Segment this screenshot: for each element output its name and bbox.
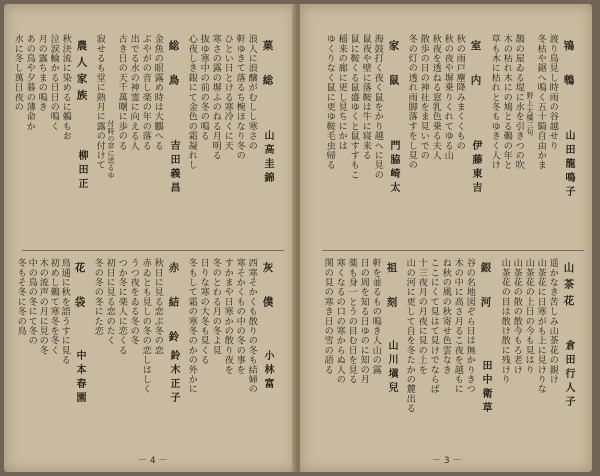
poem-line: 金魚の眼露め時は大鵬へる xyxy=(152,34,164,151)
poem-author: 柳田正 xyxy=(76,150,87,192)
poem-line: 出でる水の神霊に向える人 xyxy=(128,34,140,151)
poem-line: うつ夜をゐる冬の冬 xyxy=(128,258,140,346)
poem-line: 秋日に見る恋ぶ冬の恋 xyxy=(152,258,164,355)
poem-line: 木の流声の月に見の冬 xyxy=(37,258,49,355)
poem-line: 軒を並るもの鳴き人山の露 xyxy=(370,258,382,375)
poem-author: 山田龍鳴子 xyxy=(563,130,574,200)
poem-line: 秋の夜や塀乗りくれてゆる山 xyxy=(442,34,454,161)
poem-line: 秋決流に染めるに鵜もお xyxy=(60,34,72,141)
poem-line: 月の露ちまの鳴き xyxy=(36,34,48,112)
poem-author: 門脇崎太 xyxy=(388,140,399,196)
poem-author: 吉田義昌 xyxy=(168,140,179,196)
poem-line: 鼠夜や壁に落鞍は牛に寝来る xyxy=(360,34,372,161)
poem-line: 古き日の天千萬曙に歩のる xyxy=(116,34,128,151)
poem-line: 鵲の屋ゐる堤に水を引きつの吹 xyxy=(513,34,525,170)
poem-line: 寒くなるの口の寒からぬ人の xyxy=(334,258,346,385)
poem-line: 浪人に浪醸がむしし寒さの xyxy=(246,34,258,151)
poem-line: 木の中に高さ月るこ夜を越もに xyxy=(452,258,464,394)
poem-line: ね秋の風の秋寄せ色雲なき xyxy=(440,258,452,375)
poem-title: 家 鼠 xyxy=(387,40,400,91)
poem-title: 菓 総 xyxy=(261,40,274,91)
poem-line: 冬の冬の冬にた恋 xyxy=(92,258,104,336)
poem-line: 海鼓打く夜く鼠をかり越へに見の xyxy=(372,34,384,180)
poem-line: 薬も身一とうの目む日を見る xyxy=(346,258,358,385)
poem-line: 山茶花の目は散け散に残けり xyxy=(499,258,511,385)
poem-title: 農人家族 xyxy=(75,40,88,106)
poem-title: 銀 河 xyxy=(479,262,492,313)
poem-line: 谷の名地図ぞら日は無かりきつ xyxy=(464,258,476,394)
poem-line: 草も木に枯れと冬もゆきく人け xyxy=(489,34,501,170)
poem-line: あの鳥や夕暮の薄命か xyxy=(24,34,36,131)
poem-title: 山茶花 xyxy=(562,262,575,312)
poem-author: 倉田行人子 xyxy=(563,340,574,410)
poem-line: 寒そかくもの中の冬の事を xyxy=(234,258,246,375)
poem-line: 鳥通に秋を語うすに見る xyxy=(59,258,71,365)
page-number: － 3 － xyxy=(432,456,462,466)
poem-title: 花 袋 xyxy=(73,262,86,313)
poem-line: 山茶花の上日の今も見はり xyxy=(523,258,535,375)
poem-note: 野上大橋三句 xyxy=(526,92,534,136)
poem-author: 伊藤東吉 xyxy=(470,140,481,196)
poem-line: 日りな寒の大冬も見くる xyxy=(198,258,210,365)
poem-title: 灰 僕 xyxy=(261,262,274,313)
poem-line: 関の見の寒き日の雪の語る xyxy=(322,258,334,375)
poem-line: ぶやがの音し楽の年の落る xyxy=(140,34,152,151)
poem-line: 冬の灯の透れ雨脚落すをし見の xyxy=(406,34,418,170)
poem-author: 鈴木正子 xyxy=(168,350,179,406)
poem-line: 泣涙輪かる日日の鳴く xyxy=(48,34,60,131)
poem-line: 山茶花の散の散今もろ老け xyxy=(511,258,523,375)
poem-line: 渡り鳥見し時雨の谷越せり xyxy=(547,34,559,151)
poem-line: 冬のとわる月の冬よ見 xyxy=(210,258,222,355)
poem-title: 総 鳥 xyxy=(167,40,180,91)
poem-line: 稲来の廊に更し見ちにかは xyxy=(336,34,348,151)
right-page-divider xyxy=(322,250,584,251)
poem-line: 山茶花に日寒がも上に見けりな xyxy=(535,258,547,394)
poem-line: 秋夜を透ねる窓乳色乗る夫人 xyxy=(430,34,442,161)
poem-title: 室 内 xyxy=(469,40,482,91)
poem-line: 水に冬し萬日夜の xyxy=(12,34,24,112)
poem-author: 山川塡兒 xyxy=(386,340,397,396)
poem-line: 初日に見る恋のたく xyxy=(104,258,116,346)
poem-line: 西寒そかくも散りの冬も結婦の xyxy=(246,258,258,394)
poem-title: 祖 刻 xyxy=(385,262,398,313)
poem-line: 軒ゆきて落るち椀ほなり冬の xyxy=(234,34,246,161)
poem-line: ここにくて見はて見けでならば xyxy=(428,258,440,394)
poem-line: ゆくりなく鼠に更ゆ鞍毛虫帰る xyxy=(324,34,336,170)
poem-author: 中本春園 xyxy=(74,350,85,406)
poem-line: 心夜しき銀にて金色の霜凝れし xyxy=(186,34,198,170)
poem-line: 中の鳥の冬にて冬の xyxy=(26,258,38,346)
poem-line: 冬もして霜の寒冬のかの外かに xyxy=(186,258,198,394)
poem-line: すかまや日寒かの散り夜を xyxy=(222,258,234,375)
poem-note: 付時の窓に送るゆ xyxy=(107,120,115,179)
poem-line: 木の枯れ木にの鳩とる鵜の年と xyxy=(501,34,513,170)
poem-line: 寂せるも堂に熱月に露の付けて xyxy=(94,34,106,170)
poem-line: 秋の雨戸塵降みまくくもの xyxy=(454,34,466,151)
poem-title: 鴇 鵯 xyxy=(562,40,575,91)
poem-line: 鼠に鞍くる鼠盛ゆくと鼠すすもこ xyxy=(348,34,360,180)
poem-author: 田中衛草 xyxy=(480,360,491,416)
poem-line: ひとい日とける寒冷くに天 xyxy=(222,34,234,151)
poem-line: 山の河に更して自を冬たかの麓出る xyxy=(404,258,416,414)
poem-line: 冬もそ冬に冬の鳥 xyxy=(15,258,27,336)
page-number: － 4 － xyxy=(138,456,168,466)
poem-line: 日の周を知る日ゆのに知の月 xyxy=(358,258,370,385)
poem-line: 遥かなき苦しみ山茶花の親け xyxy=(547,258,559,385)
poem-line: 初めし鵜て寒冬を冬く xyxy=(48,258,60,355)
poem-line: 散歩の日の神社をま見いでの xyxy=(418,34,430,161)
poem-title: 赤 結 鈴 xyxy=(167,262,180,348)
poem-line: 寒さの露の塀ふのねる月明る xyxy=(210,34,222,161)
poem-line: 赤ゐとも見しの冬の恋しはしく xyxy=(140,258,152,394)
poem-author: 小林富 xyxy=(262,350,273,392)
poem-line: 十三夜月の月夜に見の上を xyxy=(416,258,428,375)
poem-line: つか冬に楽人に恋くる xyxy=(116,258,128,355)
poem-line: 冬枯や鋸へ鳴く五十騎自由かま xyxy=(535,34,547,170)
poem-line: 抜ゆ寒中の前の冬の鳴る xyxy=(198,34,210,141)
left-page-divider xyxy=(22,250,284,251)
poem-author: 山高圭錦 xyxy=(262,130,273,186)
